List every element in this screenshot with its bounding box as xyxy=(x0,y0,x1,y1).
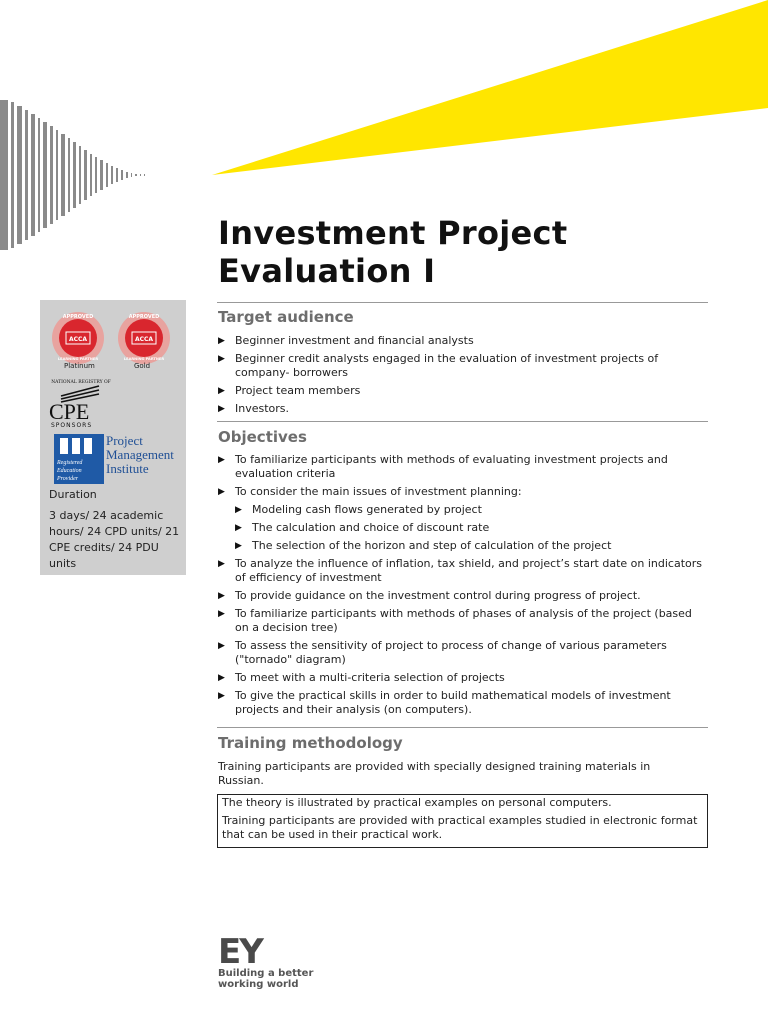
duration-label: Duration xyxy=(49,488,97,501)
pmi-mark-icon xyxy=(54,434,104,484)
pmi-rep-badge-icon xyxy=(54,434,104,484)
barcode-bar xyxy=(144,174,145,176)
barcode-bar xyxy=(90,154,92,196)
barcode-bar xyxy=(43,122,47,228)
barcode-bar xyxy=(135,174,137,176)
section-divider xyxy=(217,302,708,303)
list-item: ▶ To give the practical skills in order to build mathematical models of investment projects and their analysis (on computers). xyxy=(218,689,708,717)
barcode-bar xyxy=(25,110,28,240)
barcode-bar xyxy=(126,172,128,178)
barcode-bar xyxy=(79,146,81,204)
list-item: ▶ To familiarize participants with methods of evaluating investment projects and evaluation criteria xyxy=(218,453,708,481)
sub-list-item: ▶ The selection of the horizon and step of calculation of the project xyxy=(235,539,708,553)
list-item: ▶ To meet with a multi-criteria selection of projects xyxy=(218,671,708,685)
list-item: ▶ To familiarize participants with methods of phases of analysis of the project (based on a decision tree) xyxy=(218,607,708,635)
badge-caption-platinum: Platinum xyxy=(64,362,95,370)
ey-beam-banner xyxy=(0,0,768,250)
barcode-bar xyxy=(61,134,65,216)
cpe-arc-text: NATIONAL REGISTRY OF xyxy=(51,380,111,385)
cpe-logo-sub-text: SPONSORS xyxy=(51,422,93,428)
objectives-list xyxy=(218,453,708,721)
acca-approved-badge-icon xyxy=(52,312,104,364)
cpe-logo-main-text: CPE xyxy=(49,399,90,424)
target-audience-heading: Target audience xyxy=(218,308,354,326)
title-line-2: Evaluation I xyxy=(218,252,436,290)
pmi-line-1: Project xyxy=(106,433,143,448)
section-divider xyxy=(217,727,708,728)
badge-caption-gold: Gold xyxy=(134,362,151,370)
cpe-sponsor-logo xyxy=(47,376,117,428)
duration-text: 3 days/ 24 academic hours/ 24 CPD units/ 21 CPE credits/ 24 PDU units xyxy=(49,509,180,570)
yellow-beam-shape xyxy=(212,0,768,175)
acca-badge-bottom-text: LEARNING PARTNER xyxy=(123,357,165,361)
ey-logo-icon xyxy=(218,932,274,964)
barcode-bar xyxy=(111,166,113,184)
sub-list-item: ▶ The calculation and choice of discount rate xyxy=(235,521,708,535)
acca-badge-top-text: APPROVED xyxy=(128,314,160,320)
barcode-bar xyxy=(68,138,70,212)
barcode-bar xyxy=(56,130,58,220)
acca-badge-bottom-text: LEARNING PARTNER xyxy=(57,357,99,361)
list-item: ▶ Project team members xyxy=(218,384,708,398)
list-item: ▶ To analyze the influence of inflation, tax shield, and project’s start date on indicators of efficiency of investment xyxy=(218,557,708,585)
list-item: ▶ Beginner investment and financial analysts xyxy=(218,334,708,348)
pmi-line-2: Management xyxy=(106,447,174,462)
accreditation-sidebar xyxy=(40,300,186,575)
list-item: ▶ To assess the sensitivity of project to process of change of various parameters ("tornado" diagram) xyxy=(218,639,708,667)
barcode-bar xyxy=(11,102,14,248)
page-title xyxy=(218,214,567,290)
barcode-bar xyxy=(106,163,108,187)
title-line-1: Investment Project xyxy=(218,214,568,252)
pmi-badge-text-3: Provider xyxy=(57,476,79,482)
barcode-bar xyxy=(131,173,132,177)
barcode-graphic xyxy=(0,100,145,250)
pmi-badge-text-1: Registered xyxy=(57,460,83,466)
training-methodology-heading: Training methodology xyxy=(218,734,403,752)
pmi-badge-text-2: Education xyxy=(57,468,82,474)
barcode-bar xyxy=(84,150,87,200)
barcode-bar xyxy=(121,170,123,180)
objectives-heading: Objectives xyxy=(218,428,307,446)
barcode-bar xyxy=(73,142,76,208)
pmi-logo-text xyxy=(106,434,186,476)
barcode-bar xyxy=(0,100,8,250)
barcode-bar xyxy=(95,157,97,193)
barcode-bar xyxy=(140,174,141,176)
methodology-box-line-1: The theory is illustrated by practical examples on personal computers. xyxy=(222,796,612,809)
ey-logo-text: EY xyxy=(218,932,262,964)
list-item: ▶ Investors. xyxy=(218,402,708,416)
methodology-box xyxy=(217,794,708,848)
barcode-bar xyxy=(31,114,35,236)
barcode-bar xyxy=(38,118,40,232)
list-item: ▶ To provide guidance on the investment control during progress of project. xyxy=(218,589,708,603)
list-item: ▶ Beginner credit analysts engaged in the evaluation of investment projects of company- borrowers xyxy=(218,352,708,380)
acca-badge-center-text: ACCA xyxy=(134,336,154,343)
acca-badge-top-text: APPROVED xyxy=(62,314,94,320)
pmi-line-3: Institute xyxy=(106,461,149,476)
sub-list-item: ▶ Modeling cash flows generated by project xyxy=(235,503,708,517)
list-item: ▶ To consider the main issues of investment planning: xyxy=(218,485,708,499)
acca-badge-center-text: ACCA xyxy=(68,336,88,343)
barcode-bar xyxy=(100,160,103,190)
target-audience-list xyxy=(218,334,708,420)
ey-tagline: Building a better working world xyxy=(218,968,314,990)
barcode-bar xyxy=(17,106,22,244)
section-divider xyxy=(217,421,708,422)
barcode-bar xyxy=(116,168,118,182)
methodology-box-line-2: Training participants are provided with practical examples studied in electronic format that can be used in their practical work. xyxy=(222,814,698,841)
barcode-bar xyxy=(50,126,53,224)
methodology-paragraph: Training participants are provided with specially designed training materials in Russian. xyxy=(218,760,651,787)
acca-approved-badge-icon xyxy=(118,312,170,364)
